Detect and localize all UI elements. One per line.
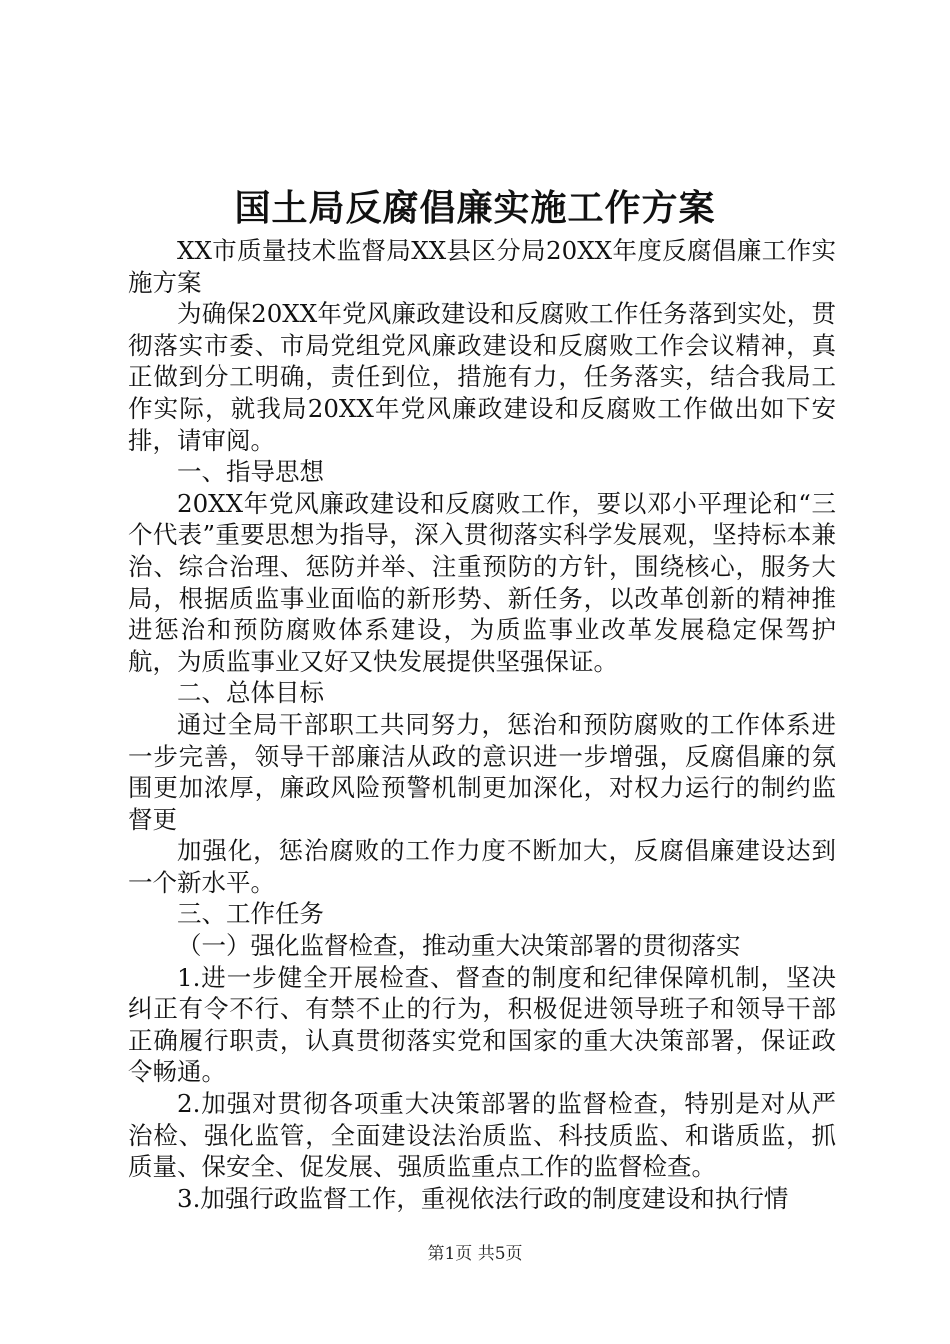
document-title: 国土局反腐倡廉实施工作方案 xyxy=(234,187,716,229)
subsection-heading-1: （一）强化监督检查，推动重大决策部署的贯彻落实 xyxy=(177,931,741,961)
paragraph-overall-goal: 通过全局干部职工共同努力，惩治和预防腐败的工作体系进一步完善，领导干部廉洁从政的意识进一步增强，反腐倡廉的氛围更加浓厚，廉政风险预警机制更加深化，对权力运行的制约监督更 xyxy=(128,709,836,834)
section-heading-work-tasks: 三、工作任务 xyxy=(177,899,324,929)
task-item-3: 3.加强行政监督工作，重视依法行政的制度建设和执行情 xyxy=(177,1183,789,1213)
paragraph-overall-goal-continued: 加强化，惩治腐败的工作力度不断加大，反腐倡廉建设达到一个新水平。 xyxy=(128,836,836,897)
document-body xyxy=(128,235,836,1214)
paragraph-subtitle: XX市质量技术监督局XX县区分局20XX年度反腐倡廉工作实施方案 xyxy=(128,236,836,297)
section-heading-guiding-thought: 一、指导思想 xyxy=(177,457,324,487)
paragraph-guiding-thought: 20XX年党风廉政建设和反腐败工作，要以邓小平理论和“三个代表”重要思想为指导，深入贯彻落实科学发展观，坚持标本兼治、综合治理、惩防并举、注重预防的方针，围绕核心，服务大局，根据质监事业面临的新形势、新任务，以改革创新的精神推进惩治和预防腐败体系建设，为质监事业改革发展稳定保驾护航，为质监事业又好又快发展提供坚强保证。 xyxy=(128,488,836,676)
paragraph-intro: 为确保20XX年党风廉政建设和反腐败工作任务落到实处，贯彻落实市委、市局党组党风廉政建设和反腐败工作会议精神，真正做到分工明确，责任到位，措施有力，任务落实，结合我局工作实际，就我局20XX年党风廉政建设和反腐败工作做出如下安排，请审阅。 xyxy=(128,299,836,455)
page-footer: 第1页 共5页 xyxy=(427,1244,523,1264)
task-item-2: 2.加强对贯彻各项重大决策部署的监督检查，特别是对从严治检、强化监管，全面建设法治质监、科技质监、和谐质监，抓质量、保安全、促发展、强质监重点工作的监督检查。 xyxy=(128,1089,836,1182)
section-heading-overall-goal: 二、总体目标 xyxy=(177,678,324,708)
task-item-1: 1.进一步健全开展检查、督查的制度和纪律保障机制，坚决纠正有令不行、有禁不止的行为，积极促进领导班子和领导干部正确履行职责，认真贯彻落实党和国家的重大决策部署，保证政令畅通。 xyxy=(128,962,836,1087)
